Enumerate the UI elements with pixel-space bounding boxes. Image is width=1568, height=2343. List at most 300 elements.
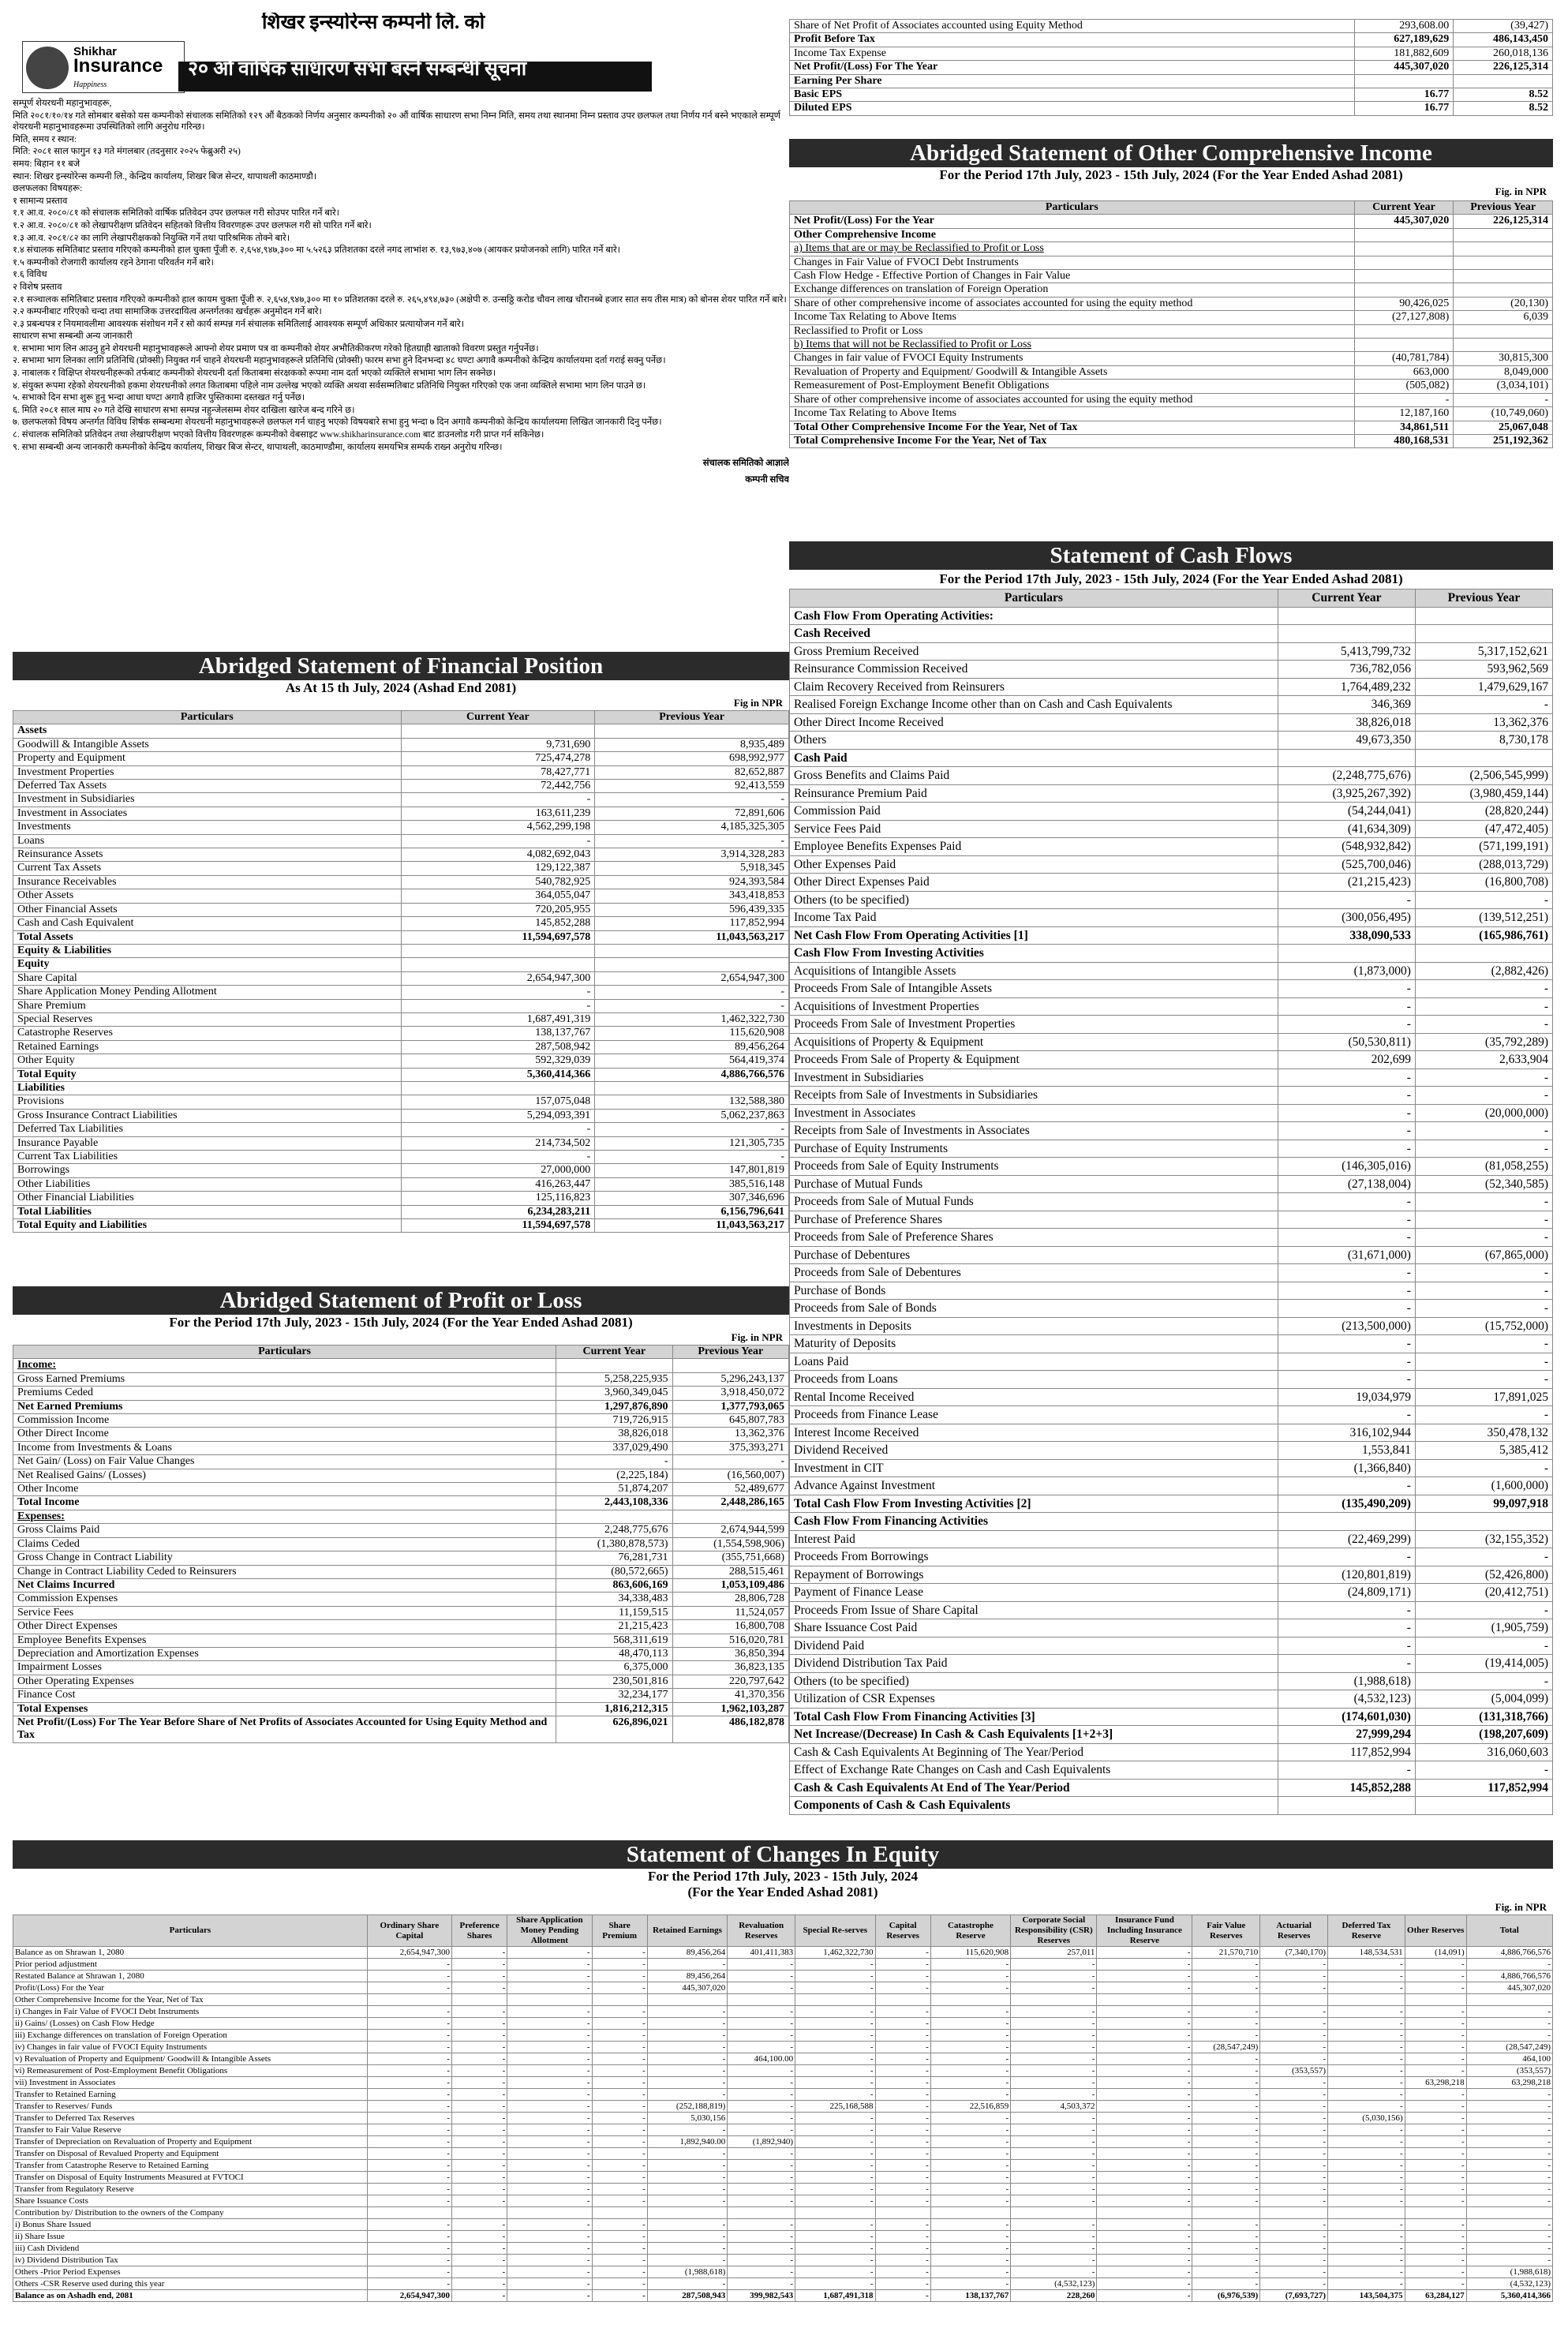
cell-value: (1,988,618) (1466, 2266, 1552, 2278)
cell-value: - (795, 2136, 875, 2148)
notice-line: समय: बिहान ११ बजे (13, 159, 80, 169)
cell-value: 76,281,731 (556, 1551, 672, 1565)
table-row (13, 1177, 789, 1191)
cell-value (1328, 2207, 1405, 2219)
cell-value: 464,100 (1466, 2053, 1552, 2065)
cell-value: - (1328, 2018, 1405, 2030)
row-label: Investments in Deposits (790, 1317, 1278, 1335)
cell-value: - (728, 2231, 795, 2243)
cell-value: (16,560,007) (672, 1469, 788, 1482)
cell-value: - (795, 2148, 875, 2160)
column-header: Particulars (13, 1915, 368, 1947)
row-label: Premiums Ceded (13, 1387, 556, 1400)
fp-subtitle: As At 15 th July, 2024 (Ashad End 2081) (285, 680, 517, 695)
cell-value: - (1405, 1959, 1466, 1971)
cell-value: 3,960,349,045 (556, 1387, 672, 1400)
cell-value: - (1405, 2053, 1466, 2065)
row-label: Net Claims Incurred (13, 1578, 556, 1592)
cell-value: - (795, 2266, 875, 2278)
cell-value: 293,608.00 (1354, 20, 1454, 33)
table-row (13, 1689, 789, 1702)
cell-value: 36,850,394 (672, 1647, 788, 1660)
cell-value: - (1278, 1619, 1415, 1637)
cell-value: - (795, 2006, 875, 2018)
cell-value: - (930, 2018, 1010, 2030)
row-label: Cash Flow From Investing Activities (790, 945, 1278, 963)
cell-value (401, 958, 595, 971)
cell-value: 375,393,271 (672, 1441, 788, 1454)
table-row (790, 767, 1553, 785)
pl-continuation-table (789, 19, 1553, 116)
cell-value: - (1192, 2018, 1260, 2030)
cell-value: - (507, 2077, 592, 2089)
cell-value: 230,501,816 (556, 1675, 672, 1688)
cell-value: - (507, 2148, 592, 2160)
cell-value: - (452, 1971, 507, 1982)
row-label: Proceeds from Sale of Mutual Funds (790, 1193, 1278, 1211)
row-label: Revaluation of Property and Equipment/ Goodwill & Intangible Assets (790, 365, 1355, 379)
cell-value (795, 2207, 875, 2219)
cell-value: - (1097, 2231, 1192, 2243)
cell-value: - (507, 2160, 592, 2172)
table-row (790, 1282, 1553, 1300)
cell-value (1354, 74, 1454, 88)
cell-value: - (592, 2065, 647, 2077)
cell-value (1192, 2207, 1260, 2219)
cell-value: (1,988,618) (1278, 1672, 1415, 1690)
cell-value: - (795, 1982, 875, 1994)
table-row (790, 1175, 1553, 1193)
cell-value: 1,462,322,730 (795, 1947, 875, 1959)
cell-value: - (1278, 1122, 1415, 1140)
cell-value (452, 2207, 507, 2219)
table-row (790, 102, 1553, 115)
cell-value: - (507, 2065, 592, 2077)
row-label: Components of Cash & Cash Equivalents (790, 1797, 1278, 1815)
cell-value: 6,234,283,211 (401, 1205, 595, 1218)
cell-value: - (930, 2160, 1010, 2172)
table-row (790, 838, 1553, 856)
cell-value: 364,055,047 (401, 889, 595, 903)
table-row (790, 380, 1553, 393)
cell-value: - (875, 1982, 930, 1994)
cell-value: - (930, 2042, 1010, 2053)
notice-line: १.५ कम्पनीको रोजगारी कार्यालय रहने ठेगाना परिवर्तन गर्ने बारे। (13, 257, 215, 268)
table-row (790, 1140, 1553, 1158)
cell-value: - (592, 2184, 647, 2195)
cell-value: 2,654,947,300 (595, 971, 789, 985)
cell-value: 132,588,380 (595, 1095, 789, 1109)
cell-value: - (1328, 2136, 1405, 2148)
row-label: Others (to be specified) (790, 891, 1278, 909)
cell-value (1192, 1994, 1260, 2006)
table-row (13, 1947, 1553, 1959)
cell-value: - (592, 2172, 647, 2184)
cell-value: - (1415, 1282, 1552, 1300)
cell-value: (4,532,123) (1011, 2278, 1097, 2290)
cell-value: 540,782,925 (401, 875, 595, 889)
cell-value: 28,806,728 (672, 1593, 788, 1606)
cell-value: 38,826,018 (556, 1428, 672, 1441)
cell-value: - (647, 2077, 727, 2089)
cell-value: - (367, 2089, 451, 2101)
cell-value: - (1278, 1282, 1415, 1300)
cell-value: - (930, 2231, 1010, 2243)
cell-value: - (367, 2160, 451, 2172)
cash-flow-section (789, 541, 1553, 1815)
table-row (13, 752, 789, 765)
cell-value: - (1192, 2243, 1260, 2255)
cell-value: - (728, 2030, 795, 2042)
table-row (790, 1743, 1553, 1761)
table-row (13, 1982, 1553, 1994)
notice-line: २.३ प्रबन्धपत्र र नियमावलीमा आवश्यक संशोधन गर्ने र सो कार्य सम्पन्न गर्न संचालक समितिलाई आवश्यक सम्पूर्ण अधिकार प्रत्यायोजन गर्ने बारे। (13, 319, 465, 329)
cell-value: (50,530,811) (1278, 1033, 1415, 1051)
cell-value: (24,809,171) (1278, 1584, 1415, 1602)
table-row (13, 862, 789, 875)
cell-value: - (595, 1123, 789, 1136)
table-row (13, 2160, 1553, 2172)
row-label: Dividend Distribution Tax Paid (790, 1655, 1278, 1673)
cell-value: 251,192,362 (1454, 434, 1553, 447)
column-header: Previous Year (672, 1346, 788, 1359)
cell-value (1328, 1994, 1405, 2006)
logo-line3: Happiness (73, 80, 107, 89)
cell-value: 593,962,569 (1415, 661, 1552, 679)
table-row (13, 1702, 789, 1716)
cell-value: - (1260, 2231, 1328, 2243)
table-row (13, 2172, 1553, 2184)
cell-value: 11,594,697,578 (401, 930, 595, 944)
row-label: Interest Paid (790, 1530, 1278, 1548)
cell-value: 516,020,781 (672, 1634, 788, 1647)
cell-value: 226,125,314 (1454, 215, 1553, 228)
cell-value: 863,606,169 (556, 1578, 672, 1592)
table-row (13, 821, 789, 834)
cell-value (1278, 945, 1415, 963)
cell-value: - (1328, 2278, 1405, 2290)
table-row (790, 1548, 1553, 1566)
cell-value: 3,914,328,283 (595, 848, 789, 862)
cell-value: - (728, 2089, 795, 2101)
cell-value: - (452, 2255, 507, 2266)
cell-value: - (930, 2266, 1010, 2278)
table-row (790, 1726, 1553, 1744)
row-label: Cash and Cash Equivalent (13, 917, 402, 930)
cell-value: (28,547,249) (1466, 2042, 1552, 2053)
cell-value: (39,427) (1454, 20, 1553, 33)
cell-value: - (875, 2160, 930, 2172)
table-row (13, 2290, 1553, 2302)
cell-value: - (1328, 2243, 1405, 2255)
cell-value: - (1192, 2219, 1260, 2231)
notice-line: ८. संचालक समितिको प्रतिवेदन तथा लेखापरीक्षण भएको वित्तीय विवरणहरू कम्पनीको वेबसाइट www.shikharinsurance.com बाट डाउनलोड गरी प्राप्त गर्न सकिनेछ। (13, 430, 544, 440)
cell-value (595, 958, 789, 971)
row-label: Equity (13, 958, 402, 971)
cell-value: - (1260, 2077, 1328, 2089)
row-label: Transfer to Deferred Tax Reserves (13, 2113, 368, 2124)
cell-value: - (452, 2136, 507, 2148)
cell-value: - (1097, 2089, 1192, 2101)
cell-value: - (1011, 2077, 1097, 2089)
cell-value: - (647, 2065, 727, 2077)
cell-value: - (647, 2124, 727, 2136)
cell-value: (146,305,016) (1278, 1158, 1415, 1176)
notice-line: मिति, समय र स्थान: (13, 134, 77, 144)
table-row (790, 256, 1553, 269)
cell-value: - (1278, 980, 1415, 998)
cell-value: - (1405, 2101, 1466, 2113)
table-row (13, 1469, 789, 1482)
table-row (13, 2195, 1553, 2207)
cell-value: - (452, 1947, 507, 1959)
column-header: Other Reserves (1405, 1915, 1466, 1947)
table-row (13, 1606, 789, 1619)
table-header-row (13, 1915, 1553, 1947)
row-label: Purchase of Debentures (790, 1246, 1278, 1264)
cell-value (875, 1994, 930, 2006)
cell-value: - (1278, 1104, 1415, 1122)
row-label: Cash Received (790, 625, 1278, 643)
row-label: Investment in Associates (13, 807, 402, 820)
cell-value: 228,260 (1011, 2290, 1097, 2302)
cell-value: (22,469,299) (1278, 1530, 1415, 1548)
cell-value: 138,137,767 (930, 2290, 1010, 2302)
cell-value: - (1328, 2053, 1405, 2065)
cell-value: - (507, 2089, 592, 2101)
cell-value: - (728, 2077, 795, 2089)
notice-line: मिति २०८१/१०/१४ गते सोमबार बसेको यस कम्पनीको संचालक समितिको १२९ औं बैठकको निर्णय अनुसार कम्पनीको २० औं वार्षिक साधारण सभा निम्न मिति, समय तथा स्थानमा निम्न प्रस्ताव उपर छलफल तथा निर्णय गर्न बस्ने भएकाले सम्पूर्ण शेयरधनी महानुभावहरूमा उपस्थितिको लागि अनुरोध गरिन्छ। (13, 110, 780, 133)
company-title: शिखर इन्स्योरेन्स कम्पनी लि. को (262, 13, 485, 33)
notice-line: १. सभामा भाग लिन आउनु हुने शेयरधनी महानुभावहरूले आफ्नो शेयर प्रमाण पत्र वा कम्पनीको शेयर अभौतिकीकरण गरेको हितग्राही खाताको विवरण प्रस्तुत गर्नुपर्नेछ। (13, 343, 539, 354)
cell-value: 1,377,793,065 (672, 1400, 788, 1413)
row-label: Other Comprehensive Income (790, 228, 1355, 241)
cell-value: (7,693,727) (1260, 2290, 1328, 2302)
cell-value: - (1466, 2184, 1552, 2195)
cf-subtitle: For the Period 17th July, 2023 - 15th July, 2024 (For the Year Ended Ashad 2081) (939, 571, 1403, 586)
row-label: Reinsurance Commission Received (790, 661, 1278, 679)
cell-value: - (592, 2018, 647, 2030)
cell-value: 1,816,212,315 (556, 1702, 672, 1716)
cell-value: - (452, 2006, 507, 2018)
cell-value (1354, 242, 1454, 256)
cell-value: - (1405, 2231, 1466, 2243)
cell-value: 21,570,710 (1192, 1947, 1260, 1959)
table-row (13, 971, 789, 985)
cell-value: - (452, 2053, 507, 2065)
cell-value: - (1328, 2266, 1405, 2278)
cell-value: - (647, 2219, 727, 2231)
logo-emblem-icon (26, 47, 69, 89)
cell-value: - (1415, 1335, 1552, 1353)
cell-value: - (795, 2089, 875, 2101)
cell-value: - (1415, 1353, 1552, 1371)
table-row (790, 1246, 1553, 1264)
cell-value: - (367, 2065, 451, 2077)
cell-value: - (728, 1959, 795, 1971)
cell-value: - (1011, 2030, 1097, 2042)
cell-value: - (1011, 2184, 1097, 2195)
table-row (790, 407, 1553, 421)
row-label: Borrowings (13, 1164, 402, 1177)
cell-value: 181,882,609 (1354, 47, 1454, 60)
table-row (13, 1959, 1553, 1971)
row-label: Total Income (13, 1496, 556, 1510)
row-label: Proceeds From Sale of Intangible Assets (790, 980, 1278, 998)
row-label: Profit Before Tax (790, 33, 1355, 47)
cell-value: - (452, 2089, 507, 2101)
cell-value: - (1278, 997, 1415, 1016)
cell-value: - (930, 2124, 1010, 2136)
table-row (790, 339, 1553, 352)
row-label: Change in Contract Liability Ceded to Reinsurers (13, 1565, 556, 1578)
cell-value: 82,652,887 (595, 765, 789, 779)
row-label: Other Liabilities (13, 1177, 402, 1191)
row-label: Total Assets (13, 930, 402, 944)
row-label: Other Income (13, 1483, 556, 1496)
cell-value: - (1192, 2124, 1260, 2136)
cell-value: - (1192, 2172, 1260, 2184)
cell-value: 145,852,288 (1278, 1779, 1415, 1797)
cell-value: - (452, 2278, 507, 2290)
cell-value: 89,456,264 (647, 1971, 727, 1982)
financial-position-section (13, 652, 789, 1233)
company-logo (22, 41, 185, 93)
table-row (13, 1496, 789, 1510)
cell-value: 21,215,423 (556, 1620, 672, 1634)
cell-value: - (647, 2278, 727, 2290)
cell-value: - (1260, 2266, 1328, 2278)
notice-line: ३. नाबालक र विक्षिप्त शेयरधनीहरूको तर्फबाट कम्पनीको शेयरधनी दर्ता किताबमा संरक्षकको रूपमा नाम दर्ता भएको व्यक्तिले सभामा भाग लिन सक्नेछ। (13, 369, 496, 379)
cell-value: (5,030,156) (1328, 2113, 1405, 2124)
cell-value (795, 1994, 875, 2006)
cell-value: - (1328, 2231, 1405, 2243)
column-header: Special Re-serves (795, 1915, 875, 1947)
profit-loss-section (13, 1286, 789, 1743)
cell-value: - (592, 2042, 647, 2053)
table-row (790, 1637, 1553, 1655)
cell-value: - (1466, 1959, 1552, 1971)
cell-value: - (1415, 997, 1552, 1016)
cell-value: - (1405, 1982, 1466, 1994)
cell-value: (40,781,784) (1354, 352, 1454, 365)
table-row (790, 1655, 1553, 1673)
row-label: Catastrophe Reserves (13, 1027, 402, 1040)
row-label: Reinsurance Assets (13, 848, 402, 862)
table-row (790, 434, 1553, 447)
table-row (13, 2065, 1553, 2077)
cell-value (930, 1994, 1010, 2006)
cell-value (1260, 1994, 1328, 2006)
table-row (13, 848, 789, 862)
row-label: Gross Claims Paid (13, 1524, 556, 1537)
cell-value: (31,671,000) (1278, 1246, 1415, 1264)
cell-value: - (507, 2219, 592, 2231)
cell-value: - (875, 2101, 930, 2113)
cell-value: 8,049,000 (1454, 365, 1553, 379)
cell-value: 626,896,021 (556, 1716, 672, 1742)
cell-value: - (647, 2255, 727, 2266)
table-row (790, 215, 1553, 228)
cell-value: - (930, 2065, 1010, 2077)
cell-value: - (367, 2053, 451, 2065)
table-row (13, 1192, 789, 1205)
cell-value (930, 2207, 1010, 2219)
oci-section (789, 139, 1553, 448)
table-row (790, 324, 1553, 338)
cell-value: - (592, 2113, 647, 2124)
notice-body (13, 98, 789, 485)
row-label: Repayment of Borrowings (790, 1566, 1278, 1584)
column-header: Particulars (13, 1346, 556, 1359)
cell-value: - (595, 999, 789, 1012)
table-row (790, 980, 1553, 998)
cell-value: - (1192, 2113, 1260, 2124)
cell-value: - (1466, 2006, 1552, 2018)
table-row (13, 1027, 789, 1040)
cell-value: - (1192, 1982, 1260, 1994)
logo-line2: Insurance (73, 55, 163, 77)
cell-value: 5,385,412 (1415, 1442, 1552, 1460)
column-header: Share Application Money Pending Allotment (507, 1915, 592, 1947)
table-row (13, 2124, 1553, 2136)
cell-value: - (1278, 1761, 1415, 1780)
cell-value: 157,075,048 (401, 1095, 595, 1109)
cell-value: - (647, 2172, 727, 2184)
cell-value: - (795, 2077, 875, 2089)
cell-value: (35,792,289) (1415, 1033, 1552, 1051)
cell-value: - (1328, 2219, 1405, 2231)
cell-value: - (1405, 2219, 1466, 2231)
cell-value: 2,654,947,300 (367, 2290, 451, 2302)
cell-value: - (728, 2042, 795, 2053)
row-label: Maturity of Deposits (790, 1335, 1278, 1353)
table-row (13, 1578, 789, 1592)
row-label: Total Liabilities (13, 1205, 402, 1218)
table-row (13, 1095, 789, 1109)
row-label: Provisions (13, 1095, 402, 1109)
cell-value: - (1415, 1069, 1552, 1087)
cell-value: - (1415, 1601, 1552, 1619)
cell-value: 115,620,908 (595, 1027, 789, 1040)
row-label: Others (to be specified) (790, 1672, 1278, 1690)
cell-value: (80,572,665) (556, 1565, 672, 1578)
row-label: Effect of Exchange Rate Changes on Cash and Cash Equivalents (790, 1761, 1278, 1780)
cell-value: (288,013,729) (1415, 855, 1552, 874)
sce-title: Statement of Changes In Equity (13, 1840, 1553, 1869)
row-label: Reinsurance Premium Paid (790, 784, 1278, 803)
cell-value: 4,562,299,198 (401, 821, 595, 834)
cell-value: - (592, 1982, 647, 1994)
row-label: Service Fees Paid (790, 820, 1278, 838)
row-label: Total Expenses (13, 1702, 556, 1716)
cell-value: (28,820,244) (1415, 803, 1552, 821)
row-label: Changes in Fair Value of FVOCI Debt Instruments (790, 256, 1355, 269)
row-label: Exchange differences on translation of Foreign Operation (790, 283, 1355, 297)
cell-value: - (367, 2101, 451, 2113)
cell-value: 1,687,491,318 (795, 2290, 875, 2302)
table-header-row (13, 1346, 789, 1359)
cell-value: - (1097, 2042, 1192, 2053)
cell-value (1415, 945, 1552, 963)
cell-value: - (1405, 2184, 1466, 2195)
table-row (790, 1335, 1553, 1353)
cell-value: - (795, 2195, 875, 2207)
cell-value: (1,873,000) (1278, 962, 1415, 980)
row-label: Reclassified to Profit or Loss (790, 324, 1355, 338)
cell-value: (1,905,759) (1415, 1619, 1552, 1637)
cell-value: 225,168,588 (795, 2101, 875, 2113)
